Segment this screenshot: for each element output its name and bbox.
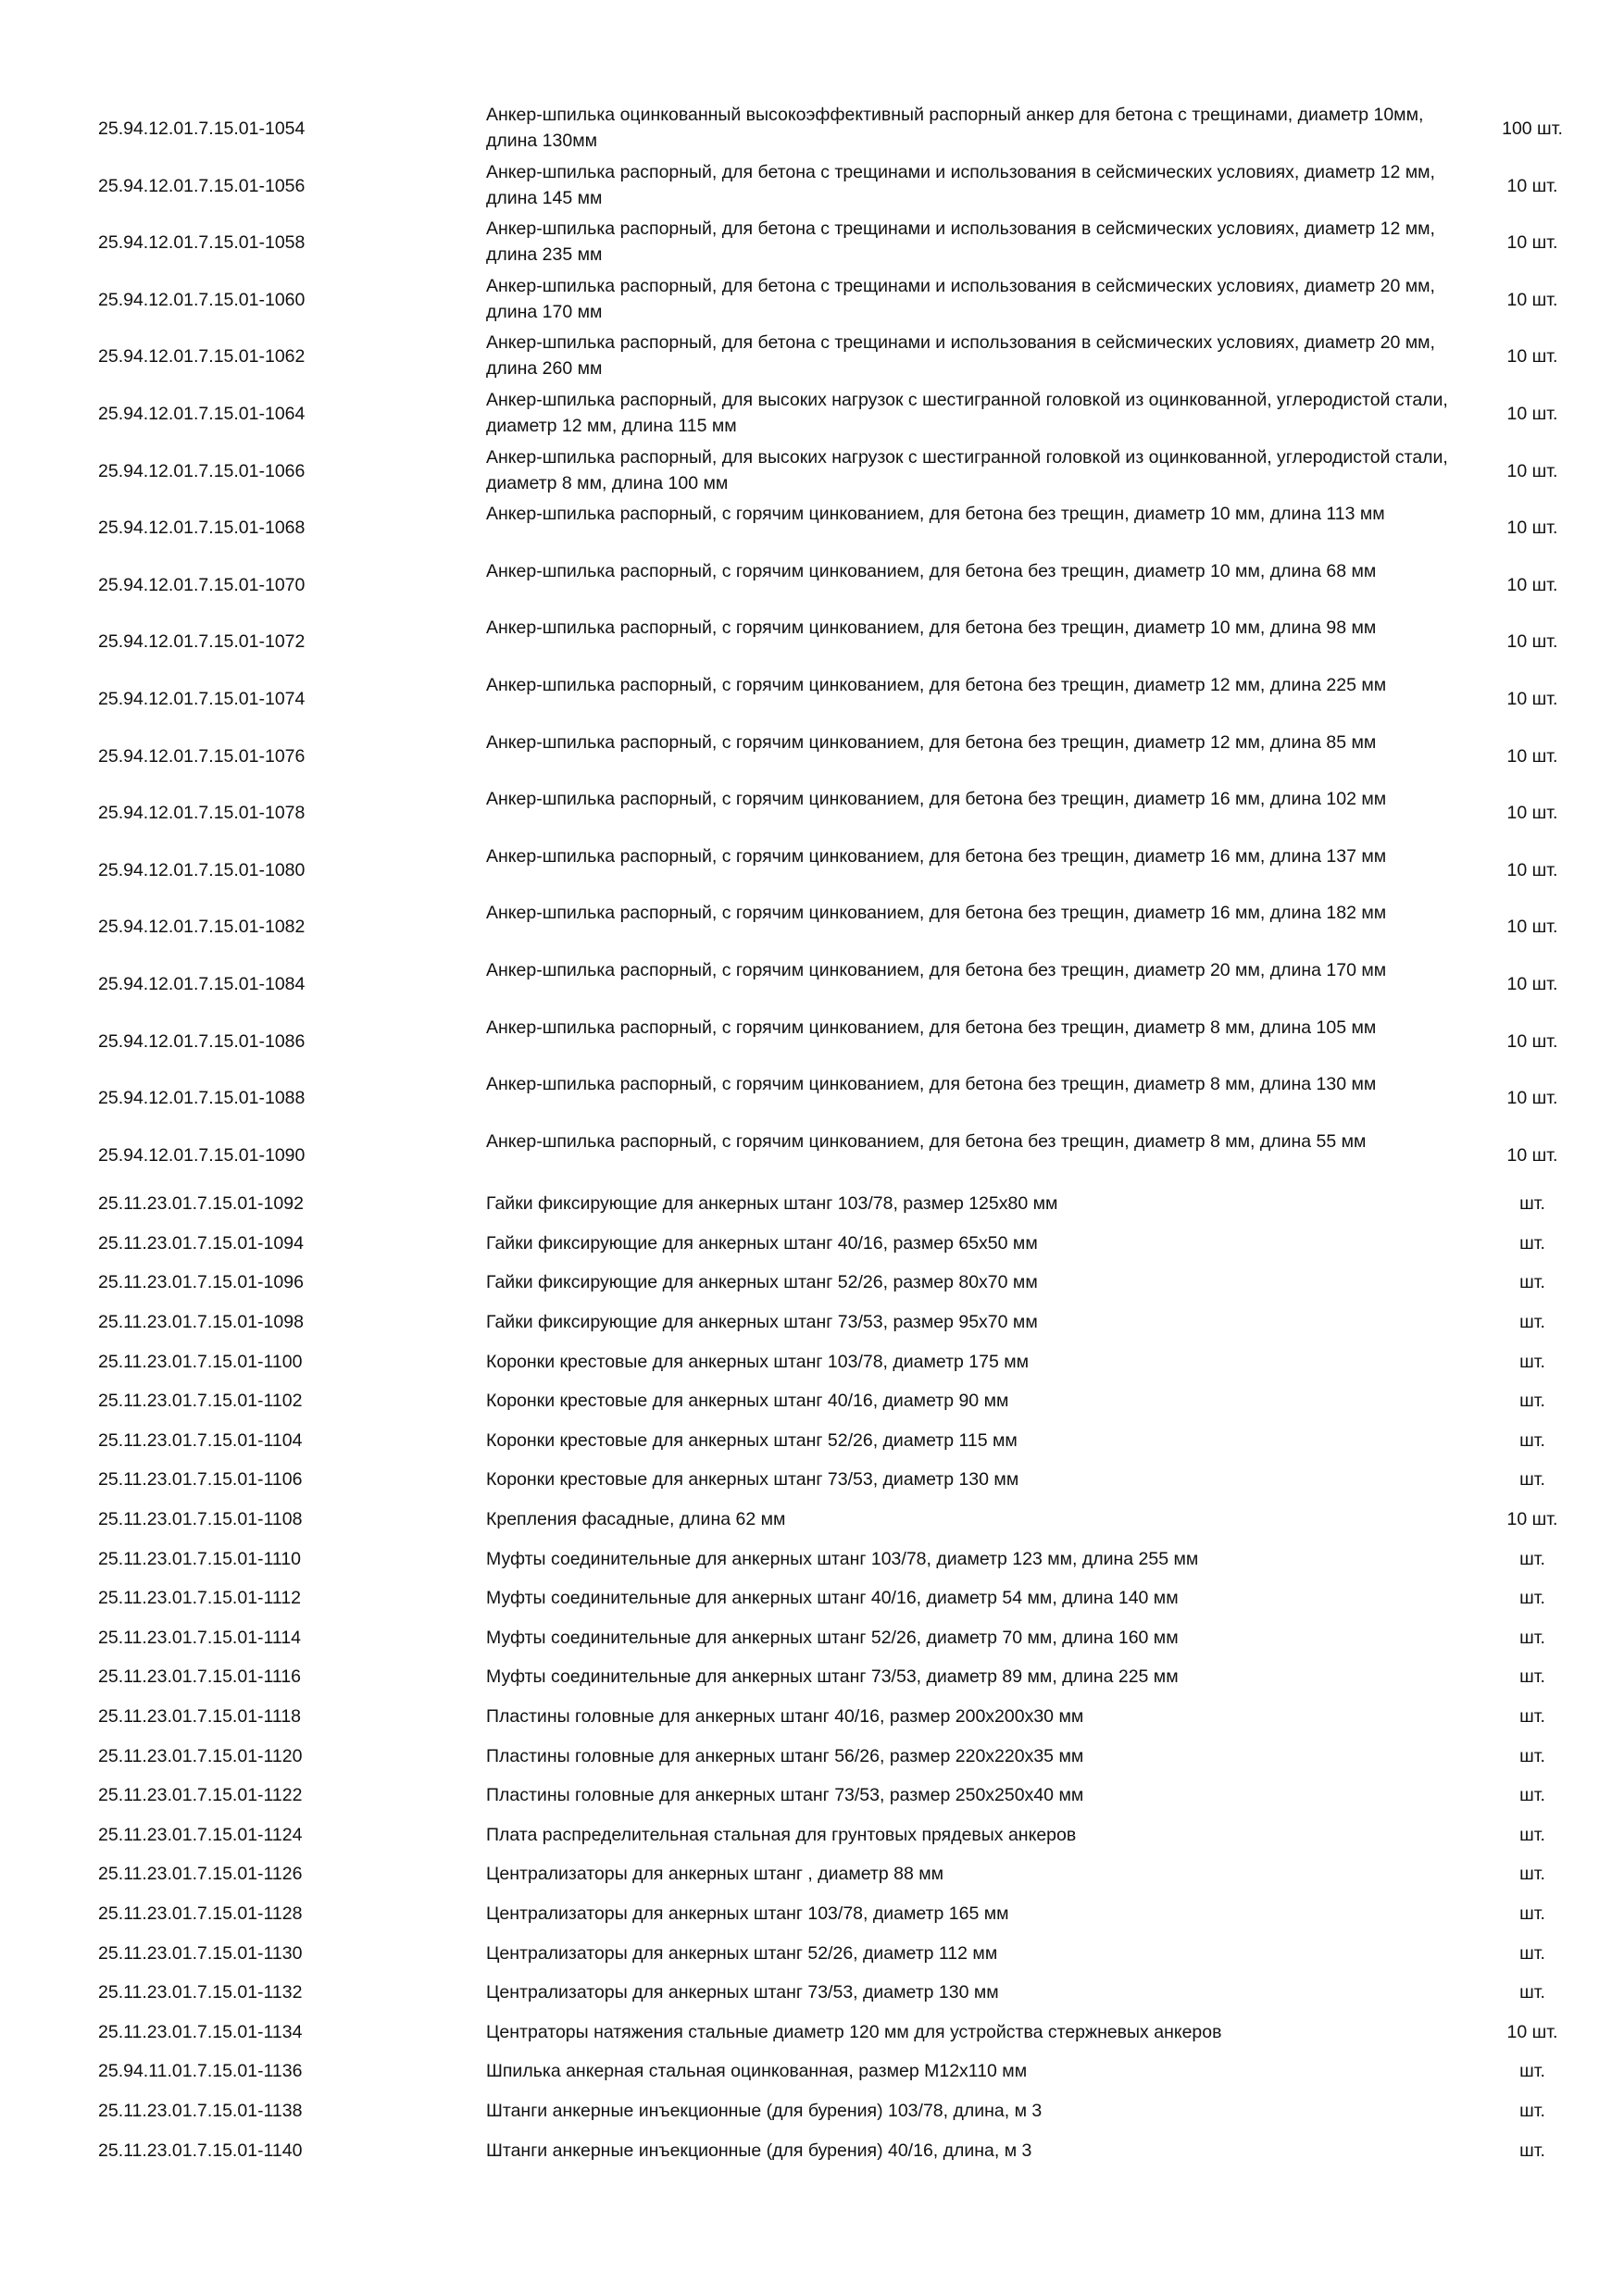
resource-description: Муфты соединительные для анкерных штанг 73/53, диаметр 89 мм, длина 225 мм	[486, 1666, 1179, 1688]
unit-of-measure: шт.	[1519, 1864, 1545, 1885]
unit-of-measure: 10 шт.	[1506, 460, 1558, 481]
resource-code: 25.11.23.01.7.15.01-1106	[98, 1469, 303, 1491]
table-row	[0, 385, 1624, 443]
table-row	[0, 1302, 1624, 1341]
table-row	[0, 1933, 1624, 1973]
resource-code: 25.11.23.01.7.15.01-1128	[98, 1903, 303, 1924]
resource-code: 25.94.12.01.7.15.01-1086	[98, 1030, 306, 1052]
resource-description: Штанги анкерные инъекционные (для бурения) 103/78, длина, м 3	[486, 2100, 1043, 2121]
unit-of-measure: 10 шт.	[1506, 289, 1558, 310]
resource-description: Анкер-шпилька распорный, с горячим цинкованием, для бетона без трещин, диаметр 16 мм, длина 102 мм	[486, 789, 1387, 810]
resource-code: 25.94.12.01.7.15.01-1074	[98, 688, 306, 709]
table-row	[0, 613, 1624, 670]
resource-description: Шпилька анкерная стальная оцинкованная, размер М12х110 мм	[486, 2061, 1028, 2082]
table-row	[0, 271, 1624, 329]
unit-of-measure: 10 шт.	[1506, 346, 1558, 368]
unit-of-measure: 10 шт.	[1506, 803, 1558, 824]
table-row	[0, 1775, 1624, 1815]
table-row	[0, 1262, 1624, 1302]
table-row	[0, 1853, 1624, 1893]
table-row	[0, 2051, 1624, 2090]
resource-description: Коронки крестовые для анкерных штанг 103/78, диаметр 175 мм	[486, 1351, 1030, 1372]
unit-of-measure: 10 шт.	[1506, 574, 1558, 595]
resource-code: 25.94.12.01.7.15.01-1080	[98, 859, 306, 880]
resource-code: 25.11.23.01.7.15.01-1132	[98, 1982, 303, 2003]
resource-code: 25.11.23.01.7.15.01-1120	[98, 1745, 303, 1766]
resource-description: Анкер-шпилька распорный, для высоких нагрузок с шестигранной головкой из оцинкованной, углеродистой стали, диаметр 8 мм, длина 100 мм	[486, 446, 1448, 493]
resource-description: Анкер-шпилька распорный, с горячим цинкованием, для бетона без трещин, диаметр 8 мм, длина 130 мм	[486, 1074, 1377, 1095]
resource-description: Анкер-шпилька распорный, с горячим цинкованием, для бетона без трещин, диаметр 8 мм, длина 55 мм	[486, 1130, 1367, 1152]
resource-code: 25.94.12.01.7.15.01-1088	[98, 1088, 306, 1109]
unit-of-measure: 10 шт.	[1506, 1088, 1558, 1109]
resource-description: Плата распределительная стальная для грунтовых прядевых анкеров	[486, 1824, 1077, 1845]
table-row	[0, 499, 1624, 556]
resource-description: Анкер-шпилька распорный, с горячим цинкованием, для бетона без трещин, диаметр 8 мм, длина 105 мм	[486, 1017, 1377, 1038]
resource-description: Анкер-шпилька распорный, с горячим цинкованием, для бетона без трещин, диаметр 16 мм, длина 182 мм	[486, 903, 1387, 924]
resource-code: 25.94.12.01.7.15.01-1078	[98, 803, 306, 824]
resource-code: 25.94.11.01.7.15.01-1136	[98, 2061, 303, 2082]
table-row	[0, 443, 1624, 500]
unit-of-measure: шт.	[1519, 1627, 1545, 1648]
unit-of-measure: 10 шт.	[1506, 518, 1558, 539]
resource-code: 25.11.23.01.7.15.01-1114	[98, 1627, 302, 1648]
unit-of-measure: шт.	[1519, 1351, 1545, 1372]
resource-code: 25.11.23.01.7.15.01-1130	[98, 1942, 303, 1964]
unit-of-measure: шт.	[1519, 1666, 1545, 1688]
table-row	[0, 1539, 1624, 1578]
table-row	[0, 1736, 1624, 1776]
unit-of-measure: шт.	[1519, 2140, 1545, 2161]
unit-of-measure: 10 шт.	[1506, 1144, 1558, 1166]
table-row	[0, 100, 1624, 157]
resource-description: Анкер-шпилька распорный, для бетона с трещинами и использования в сейсмических условиях, диаметр 20 мм, длина 260 мм	[486, 332, 1435, 380]
resource-code: 25.94.12.01.7.15.01-1062	[98, 346, 306, 368]
table-row	[0, 556, 1624, 614]
table-row	[0, 1013, 1624, 1070]
resource-description: Муфты соединительные для анкерных штанг 40/16, диаметр 54 мм, длина 140 мм	[486, 1588, 1179, 1609]
resource-code: 25.94.12.01.7.15.01-1090	[98, 1144, 306, 1166]
resource-description: Анкер-шпилька распорный, с горячим цинкованием, для бетона без трещин, диаметр 10 мм, длина 98 мм	[486, 618, 1377, 639]
resource-description: Коронки крестовые для анкерных штанг 73/53, диаметр 130 мм	[486, 1469, 1019, 1491]
unit-of-measure: 10 шт.	[1506, 175, 1558, 196]
resource-description: Штанги анкерные инъекционные (для бурения) 40/16, длина, м 3	[486, 2140, 1032, 2161]
resource-description: Анкер-шпилька распорный, для высоких нагрузок с шестигранной головкой из оцинкованной, углеродистой стали, диаметр 12 мм, длина 115 мм	[486, 389, 1448, 436]
unit-of-measure: шт.	[1519, 1193, 1545, 1215]
resource-code: 25.11.23.01.7.15.01-1116	[98, 1666, 302, 1688]
table-row	[0, 1183, 1624, 1223]
unit-of-measure: шт.	[1519, 1903, 1545, 1924]
table-row	[0, 1578, 1624, 1617]
resource-code: 25.11.23.01.7.15.01-1122	[98, 1785, 303, 1806]
resource-description: Анкер-шпилька распорный, с горячим цинкованием, для бетона без трещин, диаметр 10 мм, длина 68 мм	[486, 560, 1377, 581]
table-row	[0, 1127, 1624, 1184]
unit-of-measure: шт.	[1519, 1312, 1545, 1333]
unit-of-measure: 10 шт.	[1506, 232, 1558, 254]
table-row	[0, 1617, 1624, 1657]
resource-description: Анкер-шпилька оцинкованный высокоэффективный распорный анкер для бетона с трещинами, диаметр 10мм, длина 130мм	[486, 105, 1424, 151]
resource-description: Централизаторы для анкерных штанг 73/53, диаметр 130 мм	[486, 1982, 999, 2003]
table-row	[0, 955, 1624, 1013]
resource-code: 25.11.23.01.7.15.01-1110	[98, 1548, 302, 1569]
resource-code: 25.94.12.01.7.15.01-1076	[98, 745, 306, 767]
unit-of-measure: 10 шт.	[1506, 1509, 1558, 1530]
resource-description: Коронки крестовые для анкерных штанг 52/26, диаметр 115 мм	[486, 1429, 1018, 1451]
resource-code: 25.11.23.01.7.15.01-1098	[98, 1312, 304, 1333]
table-row	[0, 1459, 1624, 1499]
table-row	[0, 1380, 1624, 1420]
unit-of-measure: шт.	[1519, 1942, 1545, 1964]
resource-code: 25.11.23.01.7.15.01-1124	[98, 1824, 303, 1845]
resource-code: 25.11.23.01.7.15.01-1134	[98, 2021, 303, 2042]
resource-description: Анкер-шпилька распорный, для бетона с трещинами и использования в сейсмических условиях, диаметр 20 мм, длина 170 мм	[486, 275, 1435, 322]
unit-of-measure: 10 шт.	[1506, 403, 1558, 424]
unit-of-measure: 10 шт.	[1506, 917, 1558, 938]
resource-code: 25.11.23.01.7.15.01-1102	[98, 1391, 303, 1412]
resource-description: Муфты соединительные для анкерных штанг 103/78, диаметр 123 мм, длина 255 мм	[486, 1548, 1199, 1569]
table-row	[0, 898, 1624, 955]
resource-description: Пластины головные для анкерных штанг 56/26, размер 220х220х35 мм	[486, 1745, 1084, 1766]
resource-description: Анкер-шпилька распорный, с горячим цинкованием, для бетона без трещин, диаметр 20 мм, длина 170 мм	[486, 959, 1387, 980]
table-row	[0, 214, 1624, 271]
resource-description: Анкер-шпилька распорный, с горячим цинкованием, для бетона без трещин, диаметр 10 мм, длина 113 мм	[486, 504, 1385, 525]
resource-description: Пластины головные для анкерных штанг 40/16, размер 200х200х30 мм	[486, 1706, 1084, 1727]
resource-code: 25.94.12.01.7.15.01-1058	[98, 232, 306, 254]
unit-of-measure: 10 шт.	[1506, 1030, 1558, 1052]
table-row	[0, 1341, 1624, 1381]
resource-description: Крепления фасадные, длина 62 мм	[486, 1509, 786, 1530]
table-row	[0, 328, 1624, 385]
unit-of-measure: шт.	[1519, 1469, 1545, 1491]
unit-of-measure: шт.	[1519, 1429, 1545, 1451]
unit-of-measure: 10 шт.	[1506, 631, 1558, 653]
table-row	[0, 1972, 1624, 2012]
table-row	[0, 784, 1624, 842]
unit-of-measure: шт.	[1519, 2061, 1545, 2082]
unit-of-measure: шт.	[1519, 1391, 1545, 1412]
unit-of-measure: шт.	[1519, 1272, 1545, 1293]
unit-of-measure: шт.	[1519, 1982, 1545, 2003]
table-row	[0, 1893, 1624, 1933]
resource-code: 25.94.12.01.7.15.01-1084	[98, 973, 306, 994]
resource-code: 25.94.12.01.7.15.01-1082	[98, 917, 306, 938]
resource-description: Гайки фиксирующие для анкерных штанг 103/78, размер 125х80 мм	[486, 1193, 1058, 1215]
resource-code: 25.11.23.01.7.15.01-1112	[98, 1588, 302, 1609]
resource-description: Пластины головные для анкерных штанг 73/53, размер 250х250х40 мм	[486, 1785, 1084, 1806]
resource-description: Анкер-шпилька распорный, с горячим цинкованием, для бетона без трещин, диаметр 12 мм, длина 225 мм	[486, 674, 1387, 695]
resource-description: Централизаторы для анкерных штанг 52/26, диаметр 112 мм	[486, 1942, 998, 1964]
unit-of-measure: шт.	[1519, 1588, 1545, 1609]
resource-code: 25.94.12.01.7.15.01-1056	[98, 175, 306, 196]
resource-code: 25.94.12.01.7.15.01-1064	[98, 403, 306, 424]
resource-description: Анкер-шпилька распорный, для бетона с трещинами и использования в сейсмических условиях, диаметр 12 мм, длина 235 мм	[486, 218, 1435, 266]
table-row	[0, 670, 1624, 728]
resource-description: Анкер-шпилька распорный, для бетона с трещинами и использования в сейсмических условиях, диаметр 12 мм, длина 145 мм	[486, 161, 1435, 208]
unit-of-measure: шт.	[1519, 1824, 1545, 1845]
table-row	[0, 1223, 1624, 1263]
resource-code: 25.11.23.01.7.15.01-1096	[98, 1272, 304, 1293]
resource-description: Муфты соединительные для анкерных штанг 52/26, диаметр 70 мм, длина 160 мм	[486, 1627, 1179, 1648]
resource-code: 25.11.23.01.7.15.01-1100	[98, 1351, 303, 1372]
resource-code: 25.11.23.01.7.15.01-1092	[98, 1193, 304, 1215]
table-row	[0, 2090, 1624, 2130]
resource-code: 25.94.12.01.7.15.01-1070	[98, 574, 306, 595]
resource-code: 25.11.23.01.7.15.01-1108	[98, 1509, 303, 1530]
table-row	[0, 1656, 1624, 1696]
unit-of-measure: шт.	[1519, 1785, 1545, 1806]
resource-code: 25.11.23.01.7.15.01-1126	[98, 1864, 303, 1885]
resource-code: 25.11.23.01.7.15.01-1138	[98, 2100, 303, 2121]
table-row	[0, 728, 1624, 785]
unit-of-measure: 10 шт.	[1506, 688, 1558, 709]
resource-code: 25.94.12.01.7.15.01-1068	[98, 518, 306, 539]
unit-of-measure: шт.	[1519, 1548, 1545, 1569]
resource-code: 25.94.12.01.7.15.01-1054	[98, 119, 306, 139]
resource-description: Коронки крестовые для анкерных штанг 40/16, диаметр 90 мм	[486, 1391, 1009, 1412]
table-row	[0, 1696, 1624, 1736]
unit-of-measure: 100 шт.	[1502, 119, 1563, 139]
resource-description: Централизаторы для анкерных штанг 103/78, диаметр 165 мм	[486, 1903, 1009, 1924]
table-row	[0, 2012, 1624, 2052]
unit-of-measure: шт.	[1519, 1745, 1545, 1766]
resource-code: 25.11.23.01.7.15.01-1140	[98, 2140, 303, 2161]
table-row	[0, 842, 1624, 899]
unit-of-measure: 10 шт.	[1506, 745, 1558, 767]
unit-of-measure: шт.	[1519, 1706, 1545, 1727]
table-row	[0, 1420, 1624, 1460]
resource-description: Гайки фиксирующие для анкерных штанг 73/53, размер 95х70 мм	[486, 1312, 1038, 1333]
resource-description: Центраторы натяжения стальные диаметр 120 мм для устройства стержневых анкеров	[486, 2021, 1222, 2042]
resource-description: Централизаторы для анкерных штанг , диаметр 88 мм	[486, 1864, 944, 1885]
table-row	[0, 157, 1624, 215]
unit-of-measure: 10 шт.	[1506, 2021, 1558, 2042]
table-row	[0, 1069, 1624, 1127]
table-row	[0, 1815, 1624, 1854]
resource-description: Гайки фиксирующие для анкерных штанг 52/26, размер 80х70 мм	[486, 1272, 1038, 1293]
resource-code: 25.94.12.01.7.15.01-1066	[98, 460, 306, 481]
resource-code: 25.11.23.01.7.15.01-1118	[98, 1706, 302, 1727]
unit-of-measure: 10 шт.	[1506, 859, 1558, 880]
resource-code: 25.94.12.01.7.15.01-1060	[98, 289, 306, 310]
resource-code: 25.94.12.01.7.15.01-1072	[98, 631, 306, 653]
price-table	[0, 100, 1624, 2169]
resource-code: 25.11.23.01.7.15.01-1104	[98, 1429, 303, 1451]
unit-of-measure: шт.	[1519, 2100, 1545, 2121]
resource-description: Анкер-шпилька распорный, с горячим цинкованием, для бетона без трещин, диаметр 12 мм, длина 85 мм	[486, 731, 1377, 753]
unit-of-measure: 10 шт.	[1506, 973, 1558, 994]
table-row	[0, 1499, 1624, 1539]
resource-code: 25.11.23.01.7.15.01-1094	[98, 1232, 304, 1254]
resource-description: Анкер-шпилька распорный, с горячим цинкованием, для бетона без трещин, диаметр 16 мм, длина 137 мм	[486, 845, 1387, 867]
table-row	[0, 2130, 1624, 2170]
unit-of-measure: шт.	[1519, 1232, 1545, 1254]
resource-description: Гайки фиксирующие для анкерных штанг 40/16, размер 65х50 мм	[486, 1232, 1038, 1254]
